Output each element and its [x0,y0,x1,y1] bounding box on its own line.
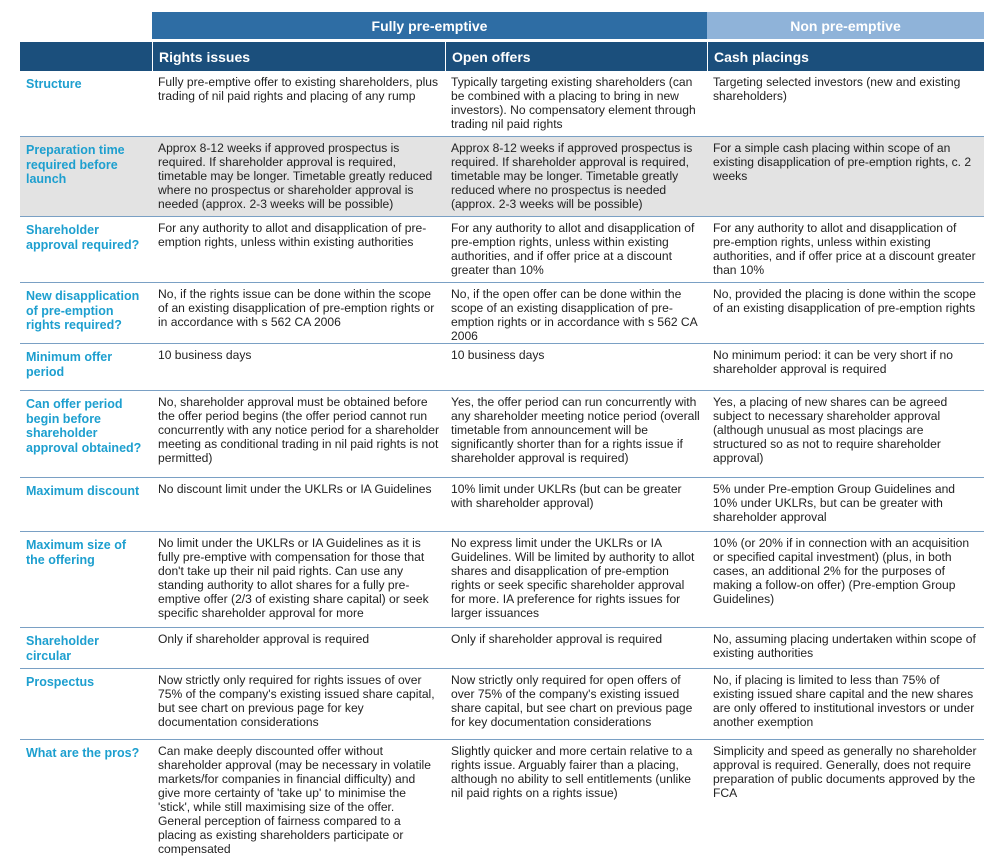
row-label: Preparation time required before launch [26,143,125,186]
cell-rights-issues: Fully pre-emptive offer to existing shareholders, plus trading of nil paid rights and placing of any rump [158,75,439,103]
cell-open-offers: Slightly quicker and more certain relative to a rights issue. Arguably fairer than a placing, although no ability to sell entitlements (unlike nil paid rights on a rights issue) [451,744,693,800]
cell-rights-issues: No, shareholder approval must be obtained before the offer period begins (the offer period cannot run concurrently with any notice period for a shareholder meeting as conditional trading in nil paid rights is not permitted) [158,395,439,465]
group-header-spacer [20,12,152,39]
cell-cash-placings: Simplicity and speed as generally no shareholder approval is required. Generally, does not require preparation of public documents approved by the FCA [713,744,977,800]
cell-cash-placings: 10% (or 20% if in connection with an acquisition or specified capital investment) (plus, in both cases, an additional 2% for the purposes of making a follow-on offer) (Pre-emption Group Guidelines) [713,536,970,606]
column-header-row [20,42,984,71]
cell-open-offers: No express limit under the UKLRs or IA Guidelines. Will be limited by authority to allot shares and disapplication of pre-emption rights or seek specific shareholder approval for more. IA preference for rights issues for larger issuances [451,536,695,620]
cell-open-offers: 10 business days [451,348,545,362]
row-label: Maximum size of the offering [26,538,127,567]
table-row-new-disapplication [20,283,984,344]
column-header-open-offers: Open offers [445,42,707,71]
cell-cash-placings: No, assuming placing undertaken within scope of existing authorities [713,632,976,660]
row-label: Structure [26,77,82,91]
cell-cash-placings: For any authority to allot and disapplication of pre-emption rights, unless within existing authorities, and if offer price at a discount greater than 10% [713,221,976,277]
cell-open-offers: Now strictly only required for open offers of over 75% of the company's existing issued share capital, but see chart on previous page for key documentation considerations [451,673,693,729]
table-row-offer-period-before-approval [20,391,984,478]
cell-rights-issues: Only if shareholder approval is required [158,632,370,646]
cell-rights-issues: No discount limit under the UKLRs or IA Guidelines [158,482,432,496]
row-label: Shareholder circular [26,634,99,663]
cell-cash-placings: No minimum period: it can be very short if no shareholder approval is required [713,348,953,376]
cell-cash-placings: No, if placing is limited to less than 75% of existing issued share capital and the new shares are only offered to institutional investors or under another exemption [713,673,975,729]
group-header-non-pre-emptive: Non pre-emptive [707,12,984,39]
table-row-preparation-time [20,137,984,217]
cell-open-offers: Approx 8-12 weeks if approved prospectus is required. If shareholder approval is required, timetable may be longer. Timetable greatly reduced where no prospectus is needed (approx. 2-3 weeks will be possible) [451,141,693,211]
row-label: Minimum offer period [26,350,113,379]
cell-open-offers: Yes, the offer period can run concurrently with any shareholder meeting notice period (overall timetable from announcement will be significantly shorter than for a rights issue if shareholder approval is required) [451,395,700,465]
table-row-minimum-offer-period [20,344,984,391]
table-row-maximum-size [20,532,984,628]
row-label: Shareholder approval required? [26,223,140,252]
comparison-table [20,12,984,856]
table-row-prospectus [20,669,984,740]
group-header-row [20,12,984,39]
cell-rights-issues: For any authority to allot and disapplication of pre-emption rights, unless within existing authorities [158,221,427,249]
cell-open-offers: For any authority to allot and disapplication of pre-emption rights, unless within existing authorities, and if offer price at a discount greater than 10% [451,221,695,277]
row-label: New disapplication of pre-emption rights required? [26,289,140,332]
cell-open-offers: Only if shareholder approval is required [451,632,663,646]
table-row-pros [20,740,984,856]
row-label: Can offer period begin before shareholder approval obtained? [26,397,142,455]
cell-rights-issues: Approx 8-12 weeks if approved prospectus is required. If shareholder approval is required, timetable may be longer. Timetable greatly reduced where no prospectus or shareholder approval is needed (approx. 2-3 weeks will be possible) [158,141,433,211]
row-label: What are the pros? [26,746,140,760]
cell-cash-placings: Targeting selected investors (new and existing shareholders) [713,75,961,103]
table-row-structure [20,71,984,137]
cell-cash-placings: No, provided the placing is done within the scope of an existing disapplication of pre-emption rights [713,287,976,315]
column-header-rights-issues: Rights issues [152,42,445,71]
column-header-cash-placings: Cash placings [707,42,984,71]
cell-open-offers: Typically targeting existing shareholders (can be combined with a placing to bring in new investors). No compensatory element through trading nil paid rights [451,75,696,131]
cell-open-offers: No, if the open offer can be done within the scope of an existing disapplication of pre-emption rights or in accordance with s 562 CA 2006 [451,287,698,343]
cell-cash-placings: 5% under Pre-emption Group Guidelines and 10% under UKLRs, but can be greater with shareholder approval [713,482,956,524]
cell-cash-placings: Yes, a placing of new shares can be agreed subject to necessary shareholder approval (although unusual as most placings are structured so as not to require shareholder approval) [713,395,948,465]
cell-open-offers: 10% limit under UKLRs (but can be greater with shareholder approval) [451,482,682,510]
table-row-maximum-discount [20,478,984,532]
cell-rights-issues: Can make deeply discounted offer without shareholder approval (may be necessary in volatile markets/for companies in financial difficulty) and give more certainty of 'take up' to minimise the 'stick', while still maximising size of the offer. General perception of fairness compared to a placing as existing shareholders participate or compensated [158,744,431,856]
group-header-pre-emptive: Fully pre-emptive [152,12,707,39]
row-label: Prospectus [26,675,95,689]
cell-cash-placings: For a simple cash placing within scope of an existing disapplication of pre-emption rights, c. 2 weeks [713,141,972,183]
column-header-blank [20,42,152,71]
row-label: Maximum discount [26,484,140,498]
table-row-shareholder-approval [20,217,984,283]
table-row-shareholder-circular [20,628,984,669]
cell-rights-issues: No, if the rights issue can be done within the scope of an existing disapplication of pre-emption rights or in accordance with s 562 CA 2006 [158,287,435,329]
cell-rights-issues: Now strictly only required for rights issues of over 75% of the company's existing issued share capital, but see chart on previous page for key documentation considerations [158,673,435,729]
cell-rights-issues: 10 business days [158,348,252,362]
cell-rights-issues: No limit under the UKLRs or IA Guidelines as it is fully pre-emptive with compensation for those that don't take up their nil paid rights. Can use any standing authority to allot shares for a fully pre-emptive offer (2/3 of existing share capital) or seek specific shareholder approval for more [158,536,429,620]
